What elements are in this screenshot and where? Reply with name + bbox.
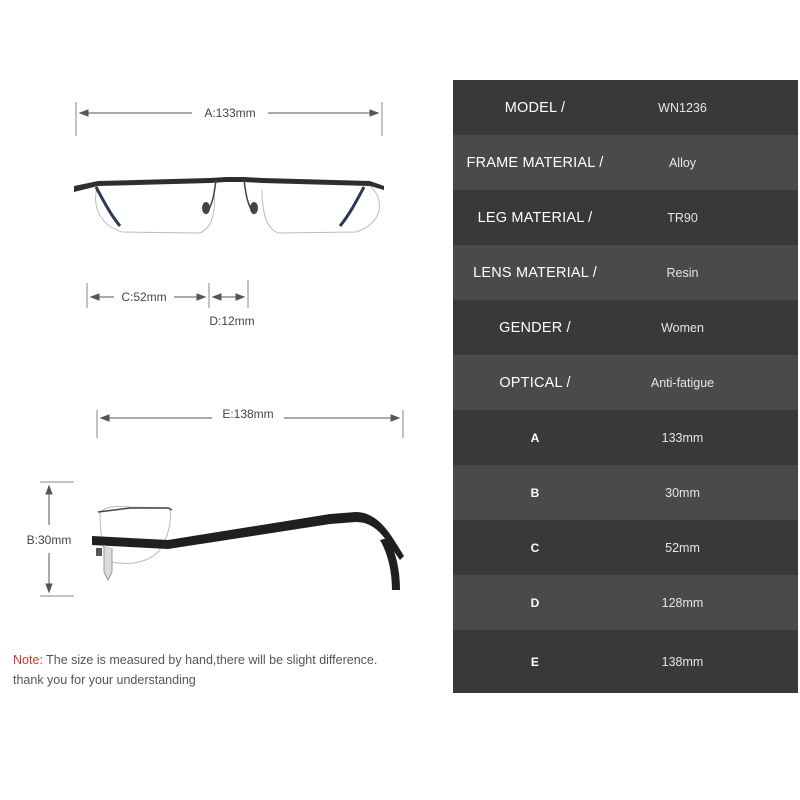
spec-key: FRAME MATERIAL / bbox=[466, 154, 604, 171]
spec-row-e bbox=[453, 630, 798, 693]
spec-row-d bbox=[453, 575, 798, 630]
spec-key: MODEL / bbox=[504, 99, 566, 116]
spec-row-leg-material bbox=[453, 190, 798, 245]
spec-key: B bbox=[530, 485, 540, 500]
note-text: The size is measured by hand,there will be slight difference. bbox=[42, 653, 378, 667]
dimension-a-label: A:133mm bbox=[204, 106, 256, 120]
dimension-e-label: E:138mm bbox=[222, 407, 274, 421]
spec-value: Anti-fatigue bbox=[650, 375, 715, 390]
spec-value: Resin bbox=[666, 265, 699, 280]
spec-value: Alloy bbox=[668, 155, 697, 170]
spec-value: 30mm bbox=[665, 485, 700, 500]
measurement-note bbox=[13, 650, 443, 690]
spec-key: D bbox=[530, 595, 540, 610]
spec-row-a bbox=[453, 410, 798, 465]
glasses-side-view bbox=[92, 507, 404, 590]
dimension-d bbox=[213, 280, 248, 308]
note-line-1 bbox=[13, 650, 443, 670]
spec-value: TR90 bbox=[667, 210, 698, 225]
spec-value: 133mm bbox=[661, 430, 704, 445]
spec-row-model bbox=[453, 80, 798, 135]
spec-table bbox=[453, 80, 798, 693]
spec-row-optical bbox=[453, 355, 798, 410]
spec-key: LENS MATERIAL / bbox=[473, 264, 597, 281]
note-line-2: thank you for your understanding bbox=[13, 673, 196, 687]
spec-value: 128mm bbox=[661, 595, 704, 610]
spec-key: E bbox=[530, 654, 540, 669]
dimension-c-label: C:52mm bbox=[121, 290, 167, 304]
spec-row-lens-material bbox=[453, 245, 798, 300]
note-prefix: Note: bbox=[13, 653, 43, 667]
spec-key: LEG MATERIAL / bbox=[477, 209, 593, 226]
spec-key: OPTICAL / bbox=[499, 374, 571, 391]
spec-value: WN1236 bbox=[658, 100, 707, 115]
dimension-d-label: D:12mm bbox=[209, 314, 255, 328]
spec-row-b bbox=[453, 465, 798, 520]
spec-key: A bbox=[530, 430, 540, 445]
dimension-b-label: B:30mm bbox=[26, 533, 72, 547]
spec-key: GENDER / bbox=[499, 319, 571, 336]
spec-row-frame-material bbox=[453, 135, 798, 190]
spec-value: Women bbox=[661, 320, 704, 335]
spec-key: C bbox=[530, 540, 540, 555]
spec-row-c bbox=[453, 520, 798, 575]
spec-row-gender bbox=[453, 300, 798, 355]
glasses-front-view bbox=[74, 177, 384, 233]
spec-value: 52mm bbox=[665, 540, 700, 555]
spec-value: 138mm bbox=[661, 654, 704, 669]
